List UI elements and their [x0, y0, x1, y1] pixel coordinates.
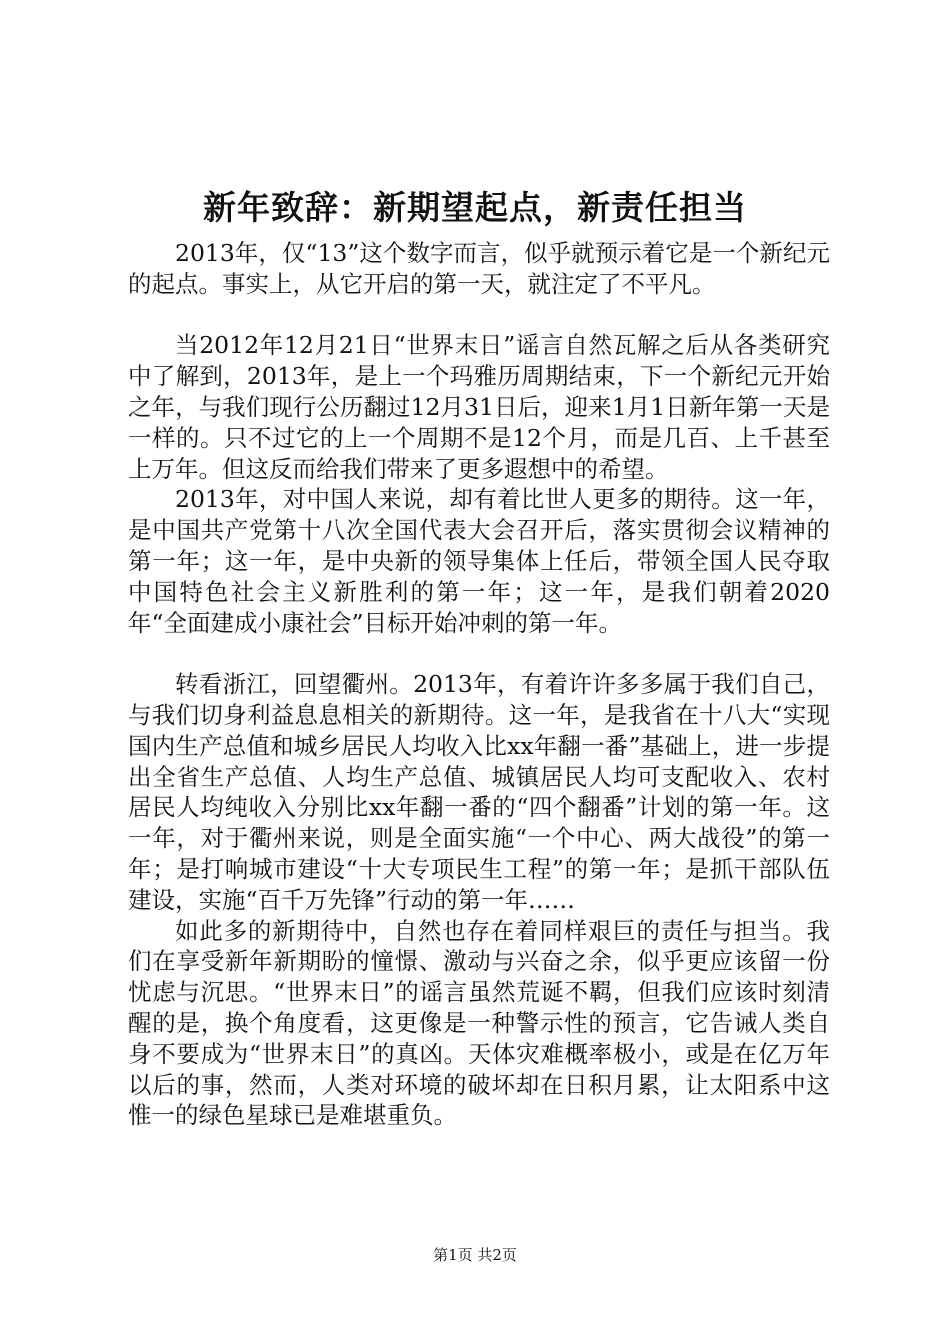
paragraph: 当2012年12月21日“世界末日”谣言自然瓦解之后从各类研究中了解到，2013年，是上一个玛雅历周期结束，下一个新纪元开始之年，与我们现行公历翻过12月31日后，迎来1月1日新年第一天是一样的。只不过它的上一个周期不是12个月，而是几百、上千甚至上万年。但这反而给我们带来了更多遐想中的希望。 [128, 331, 830, 483]
paragraph: 如此多的新期待中，自然也存在着同样艰巨的责任与担当。我们在享受新年新期盼的憧憬、激动与兴奋之余，似乎更应该留一份忧虑与沉思。“世界末日”的谣言虽然荒诞不羁，但我们应该时刻清醒的是，换个角度看，这更像是一种警示性的预言，它告诫人类自身不要成为“世界末日”的真凶。天体灾难概率极小，或是在亿万年以后的事，然而，人类对环境的破坏却在日积月累，让太阳系中这惟一的绿色星球已是难堪重负。 [128, 916, 830, 1130]
paragraph: 转看浙江，回望衢州。2013年，有着许许多多属于我们自己，与我们切身利益息息相关的新期待。这一年，是我省在十八大“实现国内生产总值和城乡居民人均收入比xx年翻一番”基础上，进一步提出全省生产总值、人均生产总值、城镇居民人均可支配收入、农村居民人均纯收入分别比xx年翻一番的“四个翻番”计划的第一年。这一年，对于衢州来说，则是全面实施“一个中心、两大战役”的第一年；是打响城市建设“十大专项民生工程”的第一年；是抓干部队伍建设，实施“百千万先锋”行动的第一年…… [128, 670, 830, 914]
document-body [128, 238, 830, 1131]
paragraph-spacer [128, 638, 830, 669]
paragraph-spacer [128, 300, 830, 331]
paragraph: 2013年，仅“13”这个数字而言，似乎就预示着它是一个新纪元的起点。事实上，从它开启的第一天，就注定了不平凡。 [128, 239, 830, 298]
paragraph: 2013年，对中国人来说，却有着比世人更多的期待。这一年，是中国共产党第十八次全国代表大会召开后，落实贯彻会议精神的第一年；这一年，是中央新的领导集体上任后，带领全国人民夺取中国特色社会主义新胜利的第一年；这一年，是我们朝着2020年“全面建成小康社会”目标开始冲刺的第一年。 [128, 485, 830, 637]
document-title: 新年致辞：新期望起点，新责任担当 [203, 188, 747, 227]
page-footer: 第1页 共2页 [433, 1246, 517, 1264]
